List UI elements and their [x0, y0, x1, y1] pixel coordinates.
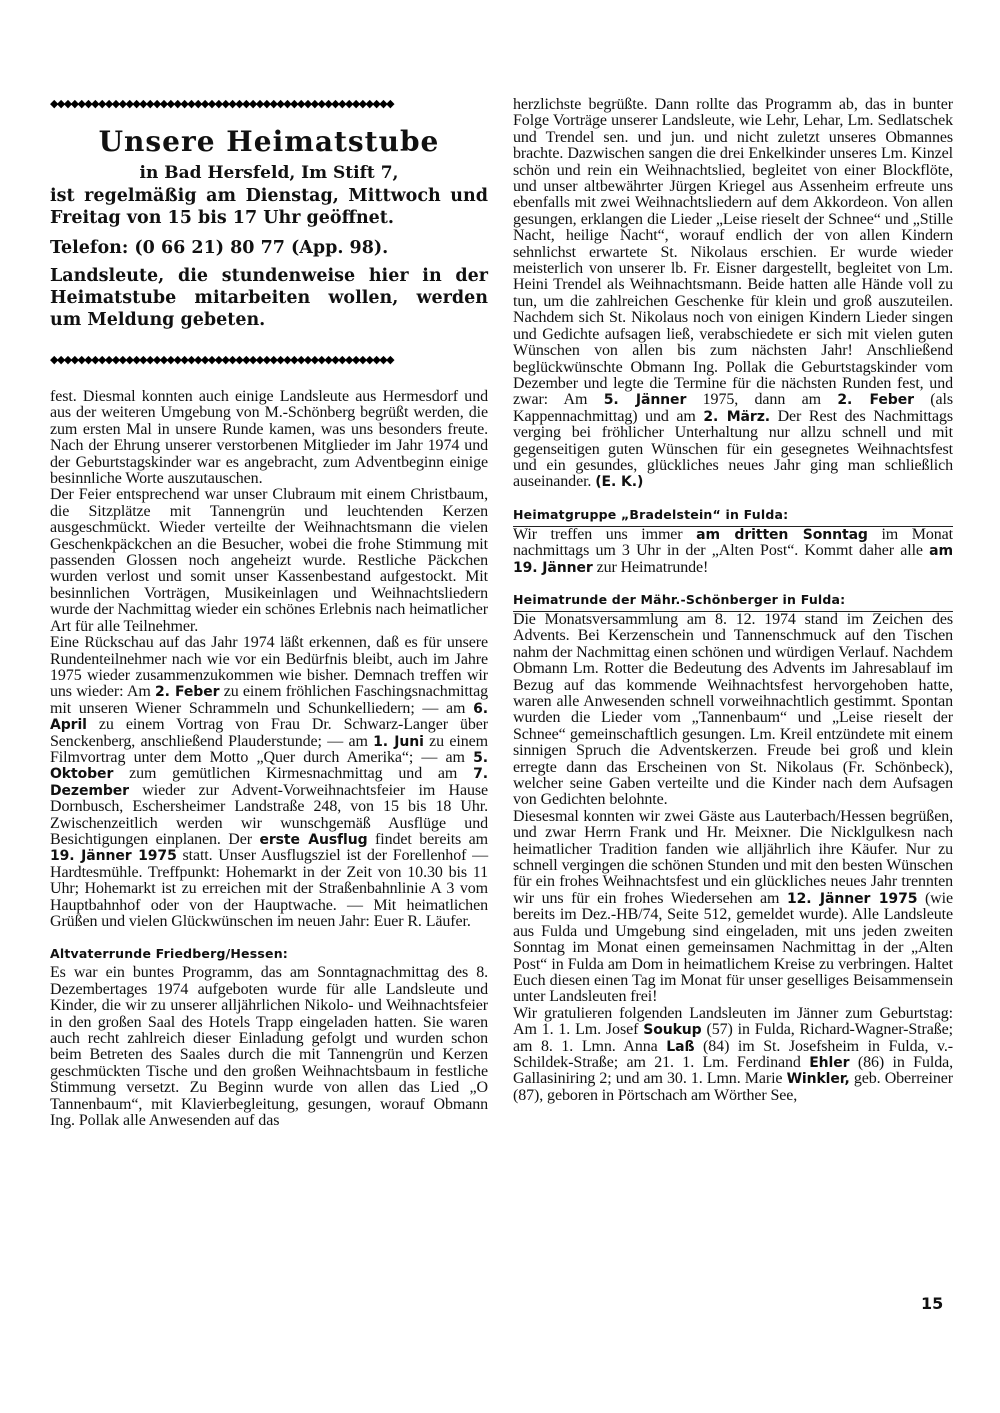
diamond-border-top: ◆◆◆◆◆◆◆◆◆◆◆◆◆◆◆◆◆◆◆◆◆◆◆◆◆◆◆◆◆◆◆◆◆◆◆◆◆◆◆◆◆◆◆◆◆◆◆◆◆◆	[50, 97, 393, 110]
paragraph: Es war ein buntes Programm, das am Sonntagnachmittag des 8. Dezembertages 1974 aufgeboten wurde für alle Landsleute und Kinder, die wir zu unserer alljährlichen Nikolo- und Weihnachtsfeier in den großen Saal des Hotels Trapp eingeladen hatten. Sie waren auch recht zahlreich dieser Einladung gefolgt und wurden schon beim Betreten des Saales durch die mit Tannengrün und Kerzen geschmückten Tische und den großen Weihnachtsbaum in festliche Stimmung versetzt. Zu Beginn wurde von allen das Lied „O Tannenbaum“, mit Klavierbegleitung, gesungen, worauf Obmann Ing. Pollak alle Anwesenden auf das	[50, 964, 488, 1130]
notice-volunteer-call: Landsleute, die stundenweise hier in der Heimatstube mitarbeiten wollen, werden um Meldung gebeten.	[50, 266, 488, 330]
page-number: 15	[921, 1294, 944, 1313]
notice-title: Unsere Heimatstube	[98, 125, 440, 158]
paragraph: Der Feier entsprechend war unser Clubraum mit einem Christbaum, die Sitzplätze mit Tannengrün und leuchtenden Kerzen ausgeschmückt. Wieder verteilte der Weihnachtsmann die vielen Geschenkpäckchen an die Besucher, wobei die frohe Stimmung mit passenden Glossen noch angeheizt wurde. Restliche Päckchen wurden verlost und somit unser Kassenbestand aufgestockt. Mit besinnlichen Vorträgen, Musikeinlagen und Weihnachtsliedern wurde der Nachmittag wieder ein schönes Erlebnis nach heimatlicher Art für alle Teilnehmer.	[50, 486, 488, 635]
left-column	[50, 97, 488, 1129]
paragraph: fest. Diesmal konnten auch einige Landsleute aus Hermesdorf und aus der weiteren Umgebung von M.-Schönberg begrüßt werden, die zum ersten Mal in unsere Runde kamen, was uns besonders freute. Nach der Ehrung unserer verstorbenen Mitglieder im Jahr 1974 und der Geburtstagskinder war es angebracht, zum Adventbeginn einige besinnliche Worte auszutauschen.	[50, 388, 488, 488]
notice-subtitle: in Bad Hersfeld, Im Stift 7,	[139, 163, 399, 183]
paragraph: Wir gratulieren folgenden Landsleuten im Jänner zum Geburtstag: Am 1. 1. Lm. Josef Soukup (57) in Fulda, Richard-Wagner-Straße; am 8. 1. Lmn. Anna Laß (84) im St. Josefsheim in Fulda, v.-Schildek-Straße; am 21. 1. Lm. Ferdinand Ehler (86) in Fulda, Gallasiniring 2; und am 30. 1. Lmn. Marie Winkler, geb. Oberreiner (87), geboren in Pörtschach am Wörther See,	[513, 1004, 954, 1104]
paragraph: Die Monatsversammlung am 8. 12. 1974 stand im Zeichen des Advents. Bei Kerzenschein und Tannenschmuck auf den Tischen nahm der Nachmittag einen schönen und würdigen Verlauf. Nachdem Obmann Lm. Rotter die Bedeutung des Advents im Jahresablauf im Bezug auf das kommende Weihnachtsfest hervorgehoben hatte, waren alle Anwesenden schnell vorweihnachtlich gestimmt. Spontan wurden die Lieder vom „Tannenbaum“ und „Leise rieselt der Schnee“ gemeinschaftlich gesungen. Lm. Kreil entzündete mit einem sinnigen Spruch die Adventskerzen. Freude bei groß und klein erregte dann das Erscheinen von St. Nikolaus (Fr. Schönbeck), welcher seine Gaben verteilte und die Kinder nach dem Aufsagen von Gedichten belohnte.	[513, 610, 953, 809]
friedberg-report-continued	[513, 97, 953, 491]
heimatstube-notice-box	[50, 97, 488, 367]
right-column	[513, 97, 953, 1104]
section-heading-friedberg: Altvaterrunde Friedberg/Hessen:	[50, 946, 288, 962]
diamond-border-bottom: ◆◆◆◆◆◆◆◆◆◆◆◆◆◆◆◆◆◆◆◆◆◆◆◆◆◆◆◆◆◆◆◆◆◆◆◆◆◆◆◆◆◆◆◆◆◆◆◆◆◆	[50, 353, 393, 366]
paragraph: Wir treffen uns immer am dritten Sonntag im Monat nachmittags um 3 Uhr in der „Alten Post“. Kommt daher alle am 19. Jänner zur Heimatrunde!	[513, 525, 953, 576]
section-heading-bradelstein: Heimatgruppe „Bradelstein“ in Fulda:	[513, 506, 789, 522]
section-heading-fulda: Heimatrunde der Mähr.-Schönberger in Fulda:	[513, 591, 846, 607]
notice-phone: Telefon: (0 66 21) 80 77 (App. 98).	[50, 238, 389, 258]
frankfurt-report	[50, 389, 488, 930]
fulda-report	[513, 612, 953, 1104]
friedberg-report	[50, 965, 488, 1129]
bradelstein-notice	[513, 527, 953, 576]
paragraph: herzlichste begrüßte. Dann rollte das Programm ab, das in bunter Folge Vorträge unserer Landsleute, wie Lehr, Lehar, Lm. Sedlatschek und Trendel sen. und jun. und nicht zuletzt unseres Obmannes brachte. Dazwischen sangen die drei Enkelkinder unseres Lm. Kinzel schön und rein ein Weihnachtslied, begleitet von einer Blockflöte, und unser altbewährter Jürgen Kriegel aus Assenheim erfreute uns ebenfalls mit zwei Weihnachtsliedern auf dem Akkordeon. Von allen gesungen, erklangen die Lieder „Leise rieselt der Schnee“ und „Stille Nacht, heilige Nacht“, worauf endlich der von allen Kindern sehnlichst erwartete St. Nikolaus erschien. Er wurde wieder meisterlich von unserer lb. Fr. Eisner dargestellt, begleitet von Lm. Heini Trendel als Weihnachtsmann. Beide hatten alle Hände voll zu tun, um die zahlreichen Geschenke für klein und groß auszuteilen. Nachdem sich St. Nikolaus noch von einigen Kindern Lieder singen und Gedichte aufsagen ließ, verabschiedete er sich mit vielen guten Wünschen von allen bis zum nächsten Jahr! Anschließend beglückwünschte Obmann Ing. Pollak die Geburtstagskinder vom Dezember und legte die Termine für die nächsten Runden fest, und zwar: Am 5. Jänner 1975, dann am 2. Feber (als Kappennachmittag) und am 2. März. Der Rest des Nachmittags verging bei fröhlicher Unterhaltung nur allzu schnell und mit gegenseitigen guten Wünschen für ein gesegnetes Weihnachtsfest und ein gesundes, glückliches neues Jahr ging man schließlich auseinander. (E. K.)	[513, 96, 953, 491]
notice-opening-hours: ist regelmäßig am Dienstag, Mittwoch und Freitag von 15 bis 17 Uhr geöffnet.	[50, 186, 488, 228]
paragraph: Diesesmal konnten wir zwei Gäste aus Lauterbach/Hessen begrüßen, und zwar Herrn Frank und Hr. Meixner. Die Nicklgulkesn nach heimatlicher Tradition fanden wie alljährlich ihre Käufer. Nur zu schnell vergingen die schönen Stunden und mit den besten Wünschen für ein frohes Weihnachtsfest und ein glückliches neues Jahr trennten wir uns für ein frohes Wiedersehen am 12. Jänner 1975 (wie bereits im Dez.-HB/74, Seite 512, gemeldet wurde). Alle Landsleute aus Fulda und Umgebung sind eingeladen, mit uns jeden zweiten Sonntag im Monat einen gemeinsamen Nachmittag in der „Alten Post“ in Fulda am Dom in heimatlichem Kreise zu verbringen. Haltet Euch diesen einen Tag im Monat für unser geselliges Beisammensein unter Landsleuten frei!	[513, 807, 953, 1006]
paragraph: Eine Rückschau auf das Jahr 1974 läßt erkennen, daß es für unsere Rundenteilnehmer nach wie vor ein Bedürfnis bleibt, auch im Jahre 1975 wieder zusammenzukommen wie bisher. Demnach treffen wir uns wieder: Am 2. Feber zu einem fröhlichen Faschingsnachmittag mit unseren Wiener Schrammeln und Schunkelliedern; — am 6. April zu einem Vortrag von Frau Dr. Schwarz-Langer über Senckenberg, anschließend Plauderstunde; — am 1. Juni zu einem Filmvortrag unter dem Motto „Quer durch Amerika“; — am 5. Oktober zum gemütlichen Kirmesnachmittag und am 7. Dezember wieder zur Advent-Vorweihnachtsfeier im Hause Dornbusch, Eschersheimer Landstraße 248, von 15 bis 18 Uhr. Zwischenzeitlich werden wir wunschgemäß Ausflüge und Besichtigungen einplanen. Der erste Ausflug findet bereits am 19. Jänner 1975 statt. Unser Ausflugsziel ist der Forellenhof — Hardtesmühle. Treffpunkt: Hohemarkt in der Zeit von 10.30 bis 11 Uhr; Hohemarkt ist zu erreichen mit der Straßenbahnlinie A 3 vom Hauptbahnhof oder von der Hauptwache. — Mit heimatlichen Grüßen und vielen Glückwünschen im neuen Jahr: Euer R. Läufer.	[50, 634, 488, 930]
